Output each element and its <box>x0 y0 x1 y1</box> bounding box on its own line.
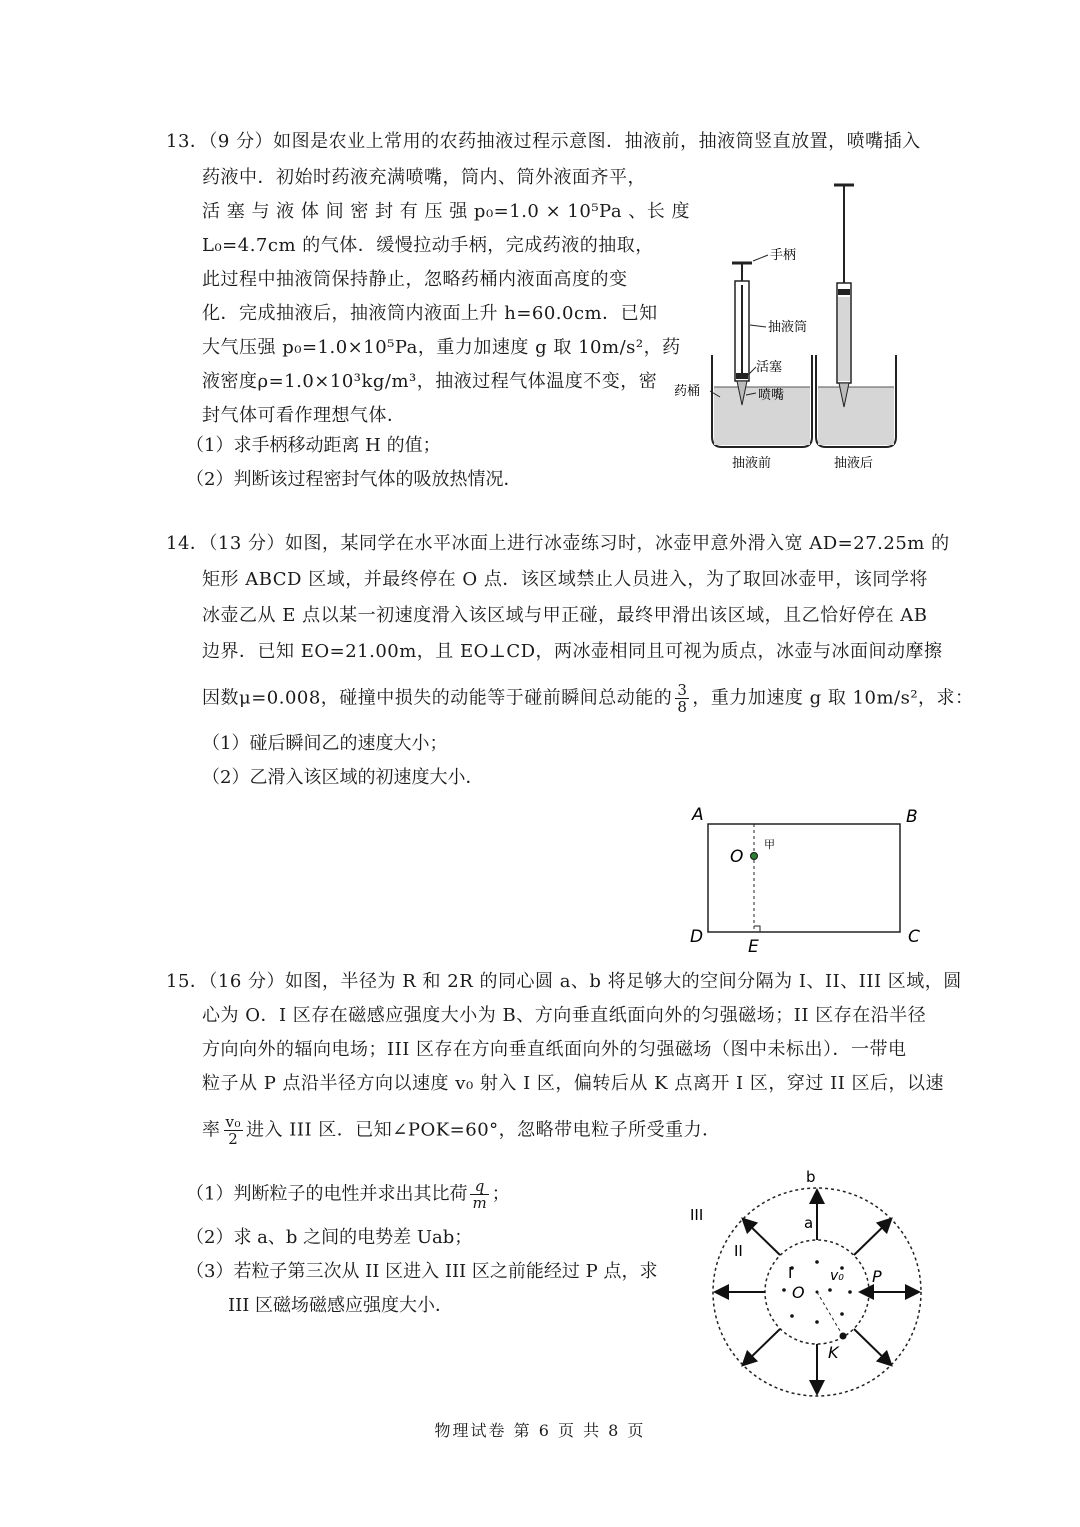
q15-fraction <box>224 1114 244 1147</box>
label-p: P <box>872 1267 882 1286</box>
q13-subquestion-1: （1）求手柄移动距离 H 的值； <box>186 435 441 456</box>
syringe-before <box>710 255 768 405</box>
q15-line-5-b: 进入 III 区．已知∠POK=60°，忽略带电粒子所受重力． <box>246 1119 721 1141</box>
q15-line-2: 心为 O．I 区存在磁感应强度大小为 B、方向垂直纸面向外的匀强磁场；II 区存在沿半径 <box>202 1005 927 1026</box>
q13-line-8: 液密度ρ=1.0×10³kg/m³，抽液过程气体温度不变，密 <box>202 371 658 392</box>
q13-subquestion-2: （2）判断该过程密封气体的吸放热情况． <box>186 469 522 490</box>
q15-line-4: 粒子从 P 点沿半径方向以速度 v₀ 射入 I 区，偏转后从 K 点离开 I 区，穿过 II 区后，以速 <box>202 1073 945 1094</box>
q15-subquestion-1 <box>186 1178 510 1211</box>
q13-line-3: 活 塞 与 液 体 间 密 封 有 压 强 p₀=1.0 × 10⁵Pa 、长 度 <box>202 201 691 222</box>
label-c: C <box>908 927 920 947</box>
q14-fraction-den: 8 <box>677 698 688 716</box>
q15-sub1-b: ； <box>491 1183 510 1205</box>
q13-line-4: L₀=4.7cm 的气体．缓慢拉动手柄，完成药液的抽取， <box>202 235 654 256</box>
q15-line-5-a: 率 <box>202 1119 221 1141</box>
q15-field-figure <box>680 1164 940 1404</box>
q14-line-2: 矩形 ABCD 区域，并最终停在 O 点．该区域禁止人员进入，为了取回冰壶甲，该同学将 <box>202 569 928 590</box>
q13-pump-figure <box>670 175 910 480</box>
q13-line-5: 此过程中抽液筒保持静止，忽略药桶内液面高度的变 <box>202 269 628 290</box>
rectangle-abcd <box>708 824 900 932</box>
point-p <box>866 1289 873 1296</box>
q13-line-2: 药液中．初始时药液充满喷嘴，筒内、筒外液面齐平， <box>202 167 646 188</box>
tube-label: 抽液筒 <box>768 320 808 335</box>
right-angle-mark <box>754 926 760 932</box>
piston-label: 活塞 <box>756 360 783 375</box>
label-a: A <box>692 805 704 825</box>
q15-line-5 <box>202 1114 721 1147</box>
page-footer: 物理试卷 第 6 页 共 8 页 <box>434 1421 646 1440</box>
q14-line-5-a: 因数μ=0.008，碰撞中损失的动能等于碰前瞬间总动能的 <box>202 687 673 709</box>
q13-line-1: 13．（9 分）如图是农业上常用的农药抽液过程示意图．抽液前，抽液筒竖直放置，喷嘴插入 <box>166 131 921 152</box>
q14-line-1 <box>166 532 950 556</box>
after-label: 抽液后 <box>834 456 874 471</box>
q15-fraction-den: 2 <box>228 1130 239 1148</box>
q14-fraction-num: 3 <box>677 681 688 699</box>
q14-line-5 <box>202 682 974 715</box>
q14-fraction <box>675 682 689 715</box>
q15-line-1: 15．（16 分）如图，半径为 R 和 2R 的同心圆 a、b 将足够大的空间分隔为 I、II、III 区域，圆 <box>166 971 962 992</box>
q15-subquestion-2: （2）求 a、b 之间的电势差 Uab； <box>186 1227 473 1248</box>
q15-ratio-num: q <box>470 1178 488 1195</box>
q15-line-3: 方向向外的辐向电场；III 区存在方向垂直纸面向外的匀强磁场（图中未标出）．一带电 <box>202 1039 907 1060</box>
q13-line-6: 化．完成抽液后，抽液筒内液面上升 h=60.0cm．已知 <box>202 303 658 324</box>
label-e: E <box>748 937 759 957</box>
label-region-ii: II <box>734 1242 743 1260</box>
label-region-i: I <box>788 1264 793 1282</box>
q13-line-9: 封气体可看作理想气体． <box>202 405 406 426</box>
label-o: O <box>730 847 744 867</box>
label-b: b <box>806 1168 816 1186</box>
q14-line-4: 边界．已知 EO=21.00m，且 EO⊥CD，两冰壶相同且可视为质点，冰壶与冰面间动摩擦 <box>202 641 943 662</box>
syringe-after <box>834 185 854 407</box>
q14-rectangle-figure <box>680 800 930 960</box>
handle-label: 手柄 <box>770 248 797 263</box>
bucket-label: 药桶 <box>674 384 701 399</box>
q15-charge-ratio <box>470 1178 488 1211</box>
before-label: 抽液前 <box>732 456 772 471</box>
q13-line-7: 大气压强 p₀=1.0×10⁵Pa，重力加速度 g 取 10m/s²，药 <box>202 337 681 358</box>
bucket-after <box>816 355 896 447</box>
curling-stone-jia <box>751 853 758 860</box>
q15-fraction-num: v₀ <box>225 1113 241 1131</box>
q14-subquestion-2: （2）乙滑入该区域的初速度大小． <box>202 767 484 788</box>
label-region-iii: III <box>690 1206 704 1224</box>
center-o <box>816 1291 819 1294</box>
label-d: D <box>690 927 704 947</box>
q15-subquestion-3: （3）若粒子第三次从 II 区进入 III 区之前能经过 P 点，求 <box>186 1261 658 1282</box>
q15-ratio-den: m <box>472 1194 487 1212</box>
q14-line-1-text: 14．（13 分）如图，某同学在水平冰面上进行冰壶练习时，冰壶甲意外滑入宽 AD=27.25m 的 <box>166 533 950 554</box>
q14-line-3: 冰壶乙从 E 点以某一初速度滑入该区域与甲正碰，最终甲滑出该区域，且乙恰好停在 AB <box>202 605 928 626</box>
q14-subquestion-1: （1）碰后瞬间乙的速度大小； <box>202 733 448 754</box>
q15-subquestion-3-cont: III 区磁场磁感应强度大小． <box>228 1295 454 1316</box>
label-jia: 甲 <box>764 838 775 851</box>
q14-line-5-b: ，重力加速度 g 取 10m/s²，求： <box>692 687 974 709</box>
label-v0: v₀ <box>830 1268 844 1284</box>
nozzle-label: 喷嘴 <box>758 388 785 403</box>
point-k <box>840 1333 847 1340</box>
label-o: O <box>792 1283 805 1302</box>
q15-sub1-a: （1）判断粒子的电性并求出其比荷 <box>186 1183 468 1205</box>
label-a: a <box>804 1214 814 1232</box>
radius-ok <box>817 1292 843 1336</box>
label-b: B <box>906 807 918 827</box>
label-k: K <box>828 1343 839 1362</box>
